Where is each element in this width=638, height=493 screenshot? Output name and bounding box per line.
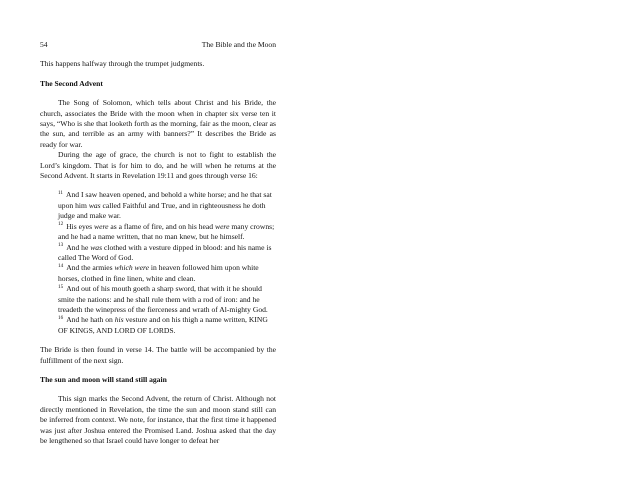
running-title: The Bible and the Moon bbox=[201, 40, 276, 49]
verse-number: 13 bbox=[58, 241, 64, 248]
verse-16: $^{16}$ And he hath on his vesture and on his thigh a name written, KING OF KINGS, AND LORD OF LORDS. bbox=[58, 314, 268, 335]
verse-number: 14 bbox=[58, 262, 64, 269]
verse-13: $^{13}$ And he was clothed with a vesture dipped in blood: and his name is called The Word of God. bbox=[58, 241, 272, 262]
verse-number: 15 bbox=[58, 283, 64, 290]
section-heading-sun-moon: The sun and moon will stand still again bbox=[40, 374, 167, 384]
verse-11: $^{11}$ And I saw heaven opened, and behold a white horse; and he that sat upon him was called Faithful and True, and in righteousness he doth judge and make war. bbox=[58, 189, 272, 221]
page-number: 54 bbox=[40, 40, 48, 49]
paragraph-age-of-grace: During the age of grace, the church is not to fight to establish the Lord’s kingdom. That is for him to do, and he will when he returns at the Second Advent. It starts in Revelation 19:11 and goes through verse 16: bbox=[40, 150, 276, 181]
paragraph-sign-second-advent: This sign marks the Second Advent, the return of Christ. Although not directly mentioned in Revelation, the time the sun and moon stand still can be inferred from context. We note, for instance, that the first time it happened was just after Joshua entered the Promised Land. Joshua asked that the day be lengthened so that Israel could have longer to defeat her bbox=[40, 394, 276, 445]
book-page bbox=[40, 40, 276, 446]
verse-12: $^{12}$ His eyes were as a flame of fire, and on his head were many crowns; and he had a name written, that no man knew, but he himself. bbox=[58, 221, 275, 242]
intro-paragraph: This happens halfway through the trumpet judgments. bbox=[40, 59, 205, 69]
verse-15: $^{15}$ And out of his mouth goeth a sharp sword, that with it he should smite the nations: and he shall rule them with a rod of iron: and he treadeth the winepress of the fierceness and wrath of Al-mighty God. bbox=[58, 283, 268, 314]
verse-14: $^{14}$ And the armies which were in heaven followed him upon white horses, clothed in fine linen, white and clean. bbox=[58, 262, 259, 283]
page-header bbox=[40, 40, 276, 50]
paragraph-bride-verse-14: The Bride is then found in verse 14. The battle will be accompanied by the fulfillment of the next sign. bbox=[40, 345, 276, 365]
paragraph-song-of-solomon: The Song of Solomon, which tells about Christ and his Bride, the church, associates the Bride with the moon when in chapter six verse ten it says, “Who is she that looketh forth as the morning, fair as the moon, clear as the sun, and terrible as an army with banners?” It describes the Bride as ready for war. bbox=[40, 98, 276, 149]
section-heading-second-advent: The Second Advent bbox=[40, 78, 103, 88]
scripture-quote bbox=[58, 190, 276, 336]
verse-number: 12 bbox=[58, 221, 64, 228]
verse-number: 11 bbox=[58, 189, 63, 196]
verse-number: 16 bbox=[58, 314, 64, 321]
